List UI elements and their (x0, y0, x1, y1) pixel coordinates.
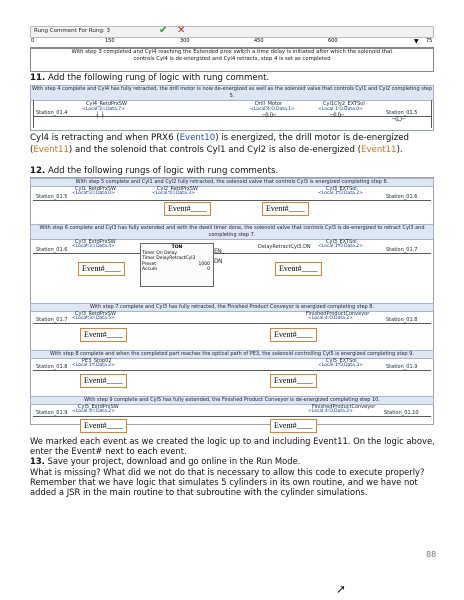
contact1-address: <Local:3:I.Data.4> (72, 244, 115, 249)
rung-comment: With step 8 complete and when the completed part reaches the optical path of PE3, the solenoid controlling Cyl5 is energized completing step 9. (30, 350, 434, 359)
ruler-tick: 600 (328, 38, 338, 44)
ruler-tick: 450 (254, 38, 264, 44)
dn-output-icon (214, 258, 222, 265)
step11-text-4: ). (396, 145, 403, 155)
right-station-label: Station_01.7 (386, 247, 418, 253)
rung-wire (33, 323, 431, 324)
event-entry-box[interactable]: Event#____ (78, 262, 125, 276)
right-power-rail (431, 100, 432, 128)
contact3-address: <Local:1:O.Data.0> (318, 107, 363, 112)
cancel-x-icon[interactable]: ✕ (177, 25, 186, 36)
step11-text-1: Cyl4 is retracting and when PRX6 ( (30, 133, 180, 143)
comment-line-1: With step 3 completed and Cyl4 reaching the Extended prox switch a time delay is initiated after which the solenoid that (71, 49, 393, 55)
event-entry-box[interactable]: Event#____ (80, 328, 127, 342)
accept-check-icon[interactable]: ✔ (159, 25, 168, 36)
step12-number: 12. (30, 166, 46, 176)
preset-label: Preset (142, 261, 157, 267)
event-entry-box[interactable]: Event#____ (80, 374, 127, 388)
step11-heading-text: Add the following rung of logic with rung comment. (47, 73, 270, 83)
left-station-label: Station_01.8 (36, 364, 68, 370)
en-output-icon (214, 248, 221, 255)
ton-timer-block[interactable] (140, 243, 214, 287)
contact1-address: <Local:3:I.Data.5> (72, 316, 115, 321)
instruction-paragraph: We marked each event as we created the logic up to and including Event11. On the logic above, enter the Event# next to each event. (30, 436, 435, 457)
left-station-label: Station_01.9 (36, 410, 68, 416)
event10-ref: Event10 (179, 133, 216, 143)
reminder-paragraph: Remember that we have logic that simulates 5 cylinders in its own routine, and we have not added a JSR in the main routine to that subroutine with the cylinder simulations. (30, 476, 418, 498)
contact1-address: <Local:1:I.Data.2> (72, 363, 115, 368)
right-station-label: Station_01.10 (384, 410, 419, 416)
coil-address: <Local:1:O.Data.2> (318, 244, 363, 249)
event-entry-box[interactable]: Event#____ (275, 262, 322, 276)
rung-comment-editor[interactable] (30, 48, 434, 72)
event-entry-box[interactable]: Event#____ (164, 202, 211, 216)
contact2-name: DelayRetractCyl3.DN (258, 244, 311, 250)
contact1-name: Cyl3_ExtdPrxSW (75, 239, 116, 245)
left-station-label: Station_01.5 (36, 194, 68, 200)
left-station-label: Station_01.7 (36, 317, 68, 323)
rung-wire (33, 370, 431, 371)
preset-value: 1000 (198, 261, 210, 267)
ruler-tick: 300 (180, 38, 190, 44)
coil-name: FinishedProductConveyor (312, 404, 376, 410)
step13-text: Save your project, download and go online in the Run Mode. (47, 456, 301, 467)
step11-explanation (30, 132, 438, 156)
rung-comment-label: Rung Comment For Rung: 3 (34, 28, 110, 34)
step13-number: 13. (30, 456, 45, 467)
step12-heading (30, 166, 438, 176)
step12-heading-text: Add the following rungs of logic with rung comments. (47, 166, 279, 176)
left-power-rail (33, 100, 34, 128)
ruler-tick: 75 (426, 38, 433, 44)
event-entry-box[interactable]: Event#____ (80, 419, 127, 433)
closing-text (30, 436, 438, 497)
rung-comment: With step 7 complete and Cyl3 has fully retracted, the Finished Product Conveyor is energized completing step 8. (30, 303, 434, 312)
unlatch-coil-icon[interactable]: ─(U)─ (330, 112, 344, 119)
contact1-address: <Local:3:I.Data.0> (72, 191, 115, 196)
event-entry-box[interactable]: Event#____ (270, 328, 317, 342)
rung-wire (33, 116, 431, 117)
event-entry-box[interactable]: Event#____ (262, 202, 309, 216)
event11-ref: Event11 (33, 145, 69, 155)
ruler-tick: 150 (105, 38, 115, 44)
contact1-name: Cyl5_ExtdPrxSW (78, 404, 119, 410)
event-entry-box[interactable]: Event#____ (270, 374, 317, 388)
left-station-label: Station_01.6 (36, 247, 68, 253)
timer-accum (142, 267, 212, 273)
rung-wire (33, 253, 431, 254)
ruler-marker-icon[interactable]: ▼ (414, 38, 419, 45)
en-label: EN (214, 248, 222, 255)
ruler (30, 38, 434, 48)
coil-address: <Local:1:O.Data.3> (318, 363, 363, 368)
coil-name: Cyl3_EXTSol (326, 239, 357, 245)
rung-comment: With step 5 complete and Cyl1 and Cyl2 fully retracted, the solenoid valve that controls Cyl3 is energized completing step 6. (30, 178, 434, 187)
dn-label: DN (214, 258, 223, 265)
contact1-name: PE3_Stop02 (82, 358, 112, 364)
accum-label: Accum (142, 267, 158, 272)
comment-line-2: controls Cyl4 is de-energized and Cyl4 retracts, step 4 is set as completed (133, 56, 331, 62)
step11-heading (30, 73, 438, 83)
contact2-name: Drill_Motor (255, 101, 283, 107)
step13-line (30, 456, 438, 466)
coil-address: <Local:1:O.Data.2> (318, 191, 363, 196)
event11-ref: Event11 (361, 145, 397, 155)
step11-number: 11. (30, 73, 46, 83)
contact3-name: Cyl1Cly2_EXTSol (323, 101, 365, 107)
right-station-label: Station_01.8 (386, 317, 418, 323)
page-number: 88 (426, 550, 437, 559)
contact2-address: <Local:3:I.Data.3> (152, 191, 195, 196)
step11-rung-comment: With step 4 complete and Cyl4 has fully retracted, the drill motor is now de-energized as well as the solenoid valve that controls Cyl1 and Cyl2 completing step 5. (30, 85, 434, 101)
latch-coil-icon[interactable]: ─(L)─ (392, 116, 405, 123)
rung-wire (33, 200, 431, 201)
contact1-name: Cyl4_RetdPrxSW (86, 101, 127, 107)
rung-comment: With step 9 complete and Cyl5 has fully extended, the Finished Product Conveyor is de-energized completing step 10. (30, 396, 434, 405)
contact1-address: <Local:3:I.Data.2> (72, 409, 115, 414)
timer-desc: Timer On Delay (142, 250, 178, 256)
event-entry-box[interactable]: Event#____ (270, 419, 317, 433)
right-station-label: Station_01.5 (386, 110, 418, 116)
unlatch-coil-icon[interactable]: ─(U)─ (262, 112, 276, 119)
timer-tag: Timer DelayRetractCyl3 (142, 256, 196, 261)
coil-name: Cyl5_EXTSol (326, 358, 357, 364)
accum-value: 0 (207, 267, 210, 272)
coil-name: FinishedProductConveyor (306, 311, 370, 317)
timer-title: TON (171, 245, 183, 250)
left-station-label: Station_01.4 (36, 110, 68, 116)
coil-name: Cyl3_EXTSol (326, 186, 357, 192)
step11-text-3: ) and the solenoid that controls Cyl1 and Cyl2 is also de-energized ( (68, 145, 362, 155)
contact2-name: Cyl2_RetdPrxSW (157, 186, 198, 192)
coil-address: <Local:4:O.Data.2> (308, 409, 353, 414)
coil-address: <Local:4:O.Data.2> (308, 316, 353, 321)
right-station-label: Station_01.6 (386, 194, 418, 200)
right-station-label: Station_01.9 (386, 364, 418, 370)
question-paragraph: What is missing? What did we not do that is necessary to allow this code to execute properly? (30, 466, 425, 477)
rung-wire (33, 416, 431, 417)
contact1-name: Cyl3_RetdPrxSW (75, 311, 116, 317)
contact1-address: <Local:3:I.Data.7> (82, 107, 125, 112)
ruler-tick: 0 (31, 38, 35, 44)
contact1-name: Cyl1_RetdPrxSW (75, 186, 116, 192)
contact2-address: <Local:4:O.Data.1> (250, 107, 295, 112)
mouse-cursor-icon: ➚ (336, 582, 347, 596)
rung-comment-toolbar (30, 26, 434, 38)
rung-comment: With step 6 complete and Cyl3 has fully extended and with the dwell timer done, the solenoid valve that controls Cyl3 is de-energized to retract Cyl3 and completing step 7. (30, 224, 434, 240)
step11-text-2: ) is energized, the drill motor is de-energized ( (30, 133, 410, 155)
contact-symbol-icon[interactable]: ┤ ├ (96, 112, 104, 119)
